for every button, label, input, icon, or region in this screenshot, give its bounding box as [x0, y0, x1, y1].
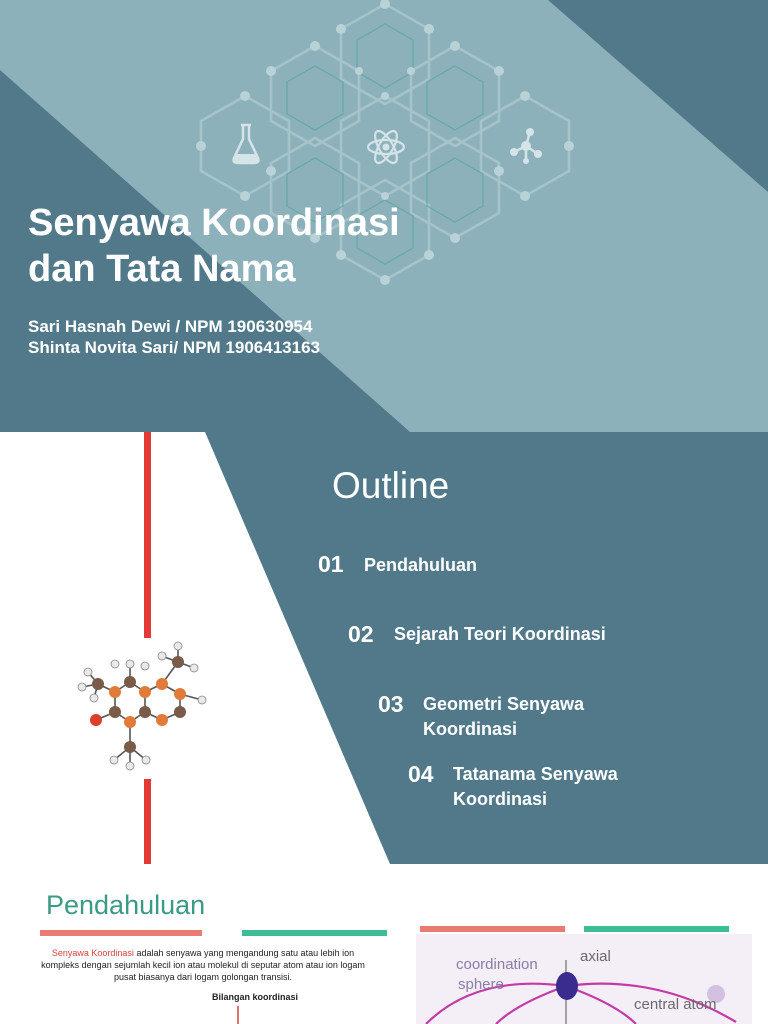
red-line-bottom	[144, 779, 151, 864]
definition-text	[38, 947, 368, 983]
sphere-label: sphere	[458, 976, 504, 993]
bilangan-koordinasi-label: Bilangan koordinasi	[212, 992, 299, 1002]
author-1: Sari Hasnah Dewi / NPM 190630954	[28, 317, 313, 336]
accent-bar-red-right	[420, 926, 565, 932]
definition-body: adalah senyawa yang mengandung satu atau lebih ion kompleks dengan sejumlah kecil ion atau molekul di seputar atom atau ion logam pusat biasanya dari logam golongan transisi.	[41, 948, 365, 982]
definition-term: Senyawa Koordinasi	[51, 948, 134, 958]
subheading-line	[228, 1006, 248, 1024]
outline-item-2: Sejarah Teori Koordinasi	[394, 624, 606, 644]
central-atom-label: central atom	[634, 996, 717, 1013]
authors	[28, 316, 320, 358]
outline-number-2: 02	[348, 621, 374, 647]
outline-item-1: Pendahuluan	[364, 555, 478, 575]
outline-item-4: Tatanama Senyawa Koordinasi	[453, 764, 618, 809]
pendahuluan-heading: Pendahuluan	[46, 890, 206, 920]
title-line-1: Senyawa Koordinasi	[28, 202, 400, 244]
accent-bar-green-right	[584, 926, 729, 932]
outline-number-3: 03	[378, 691, 404, 717]
outline-item-3: Geometri Senyawa Koordinasi	[423, 694, 585, 739]
accent-bar-green-left	[242, 930, 387, 936]
author-2: Shinta Novita Sari/ NPM 1906413163	[28, 338, 320, 357]
title-line-2: dan Tata Nama	[28, 248, 296, 290]
presentation-title	[28, 200, 400, 292]
molecule-icon	[506, 124, 548, 166]
atom-icon	[365, 126, 407, 168]
molecule-illustration	[70, 632, 210, 782]
outline-number-1: 01	[318, 551, 344, 577]
pendahuluan-slide	[0, 864, 768, 1024]
accent-bar-red-left	[40, 930, 202, 936]
flask-icon	[230, 122, 262, 166]
title-slide	[0, 0, 768, 432]
outline-number-4: 04	[408, 761, 434, 787]
outline-slide	[0, 432, 768, 864]
outline-heading: Outline	[332, 465, 450, 506]
dark-triangle-right	[548, 0, 768, 192]
axial-label: axial	[580, 948, 611, 965]
red-line-top	[144, 432, 151, 638]
coordination-sphere-diagram	[416, 934, 752, 1024]
coordination-label: coordination	[456, 956, 538, 973]
